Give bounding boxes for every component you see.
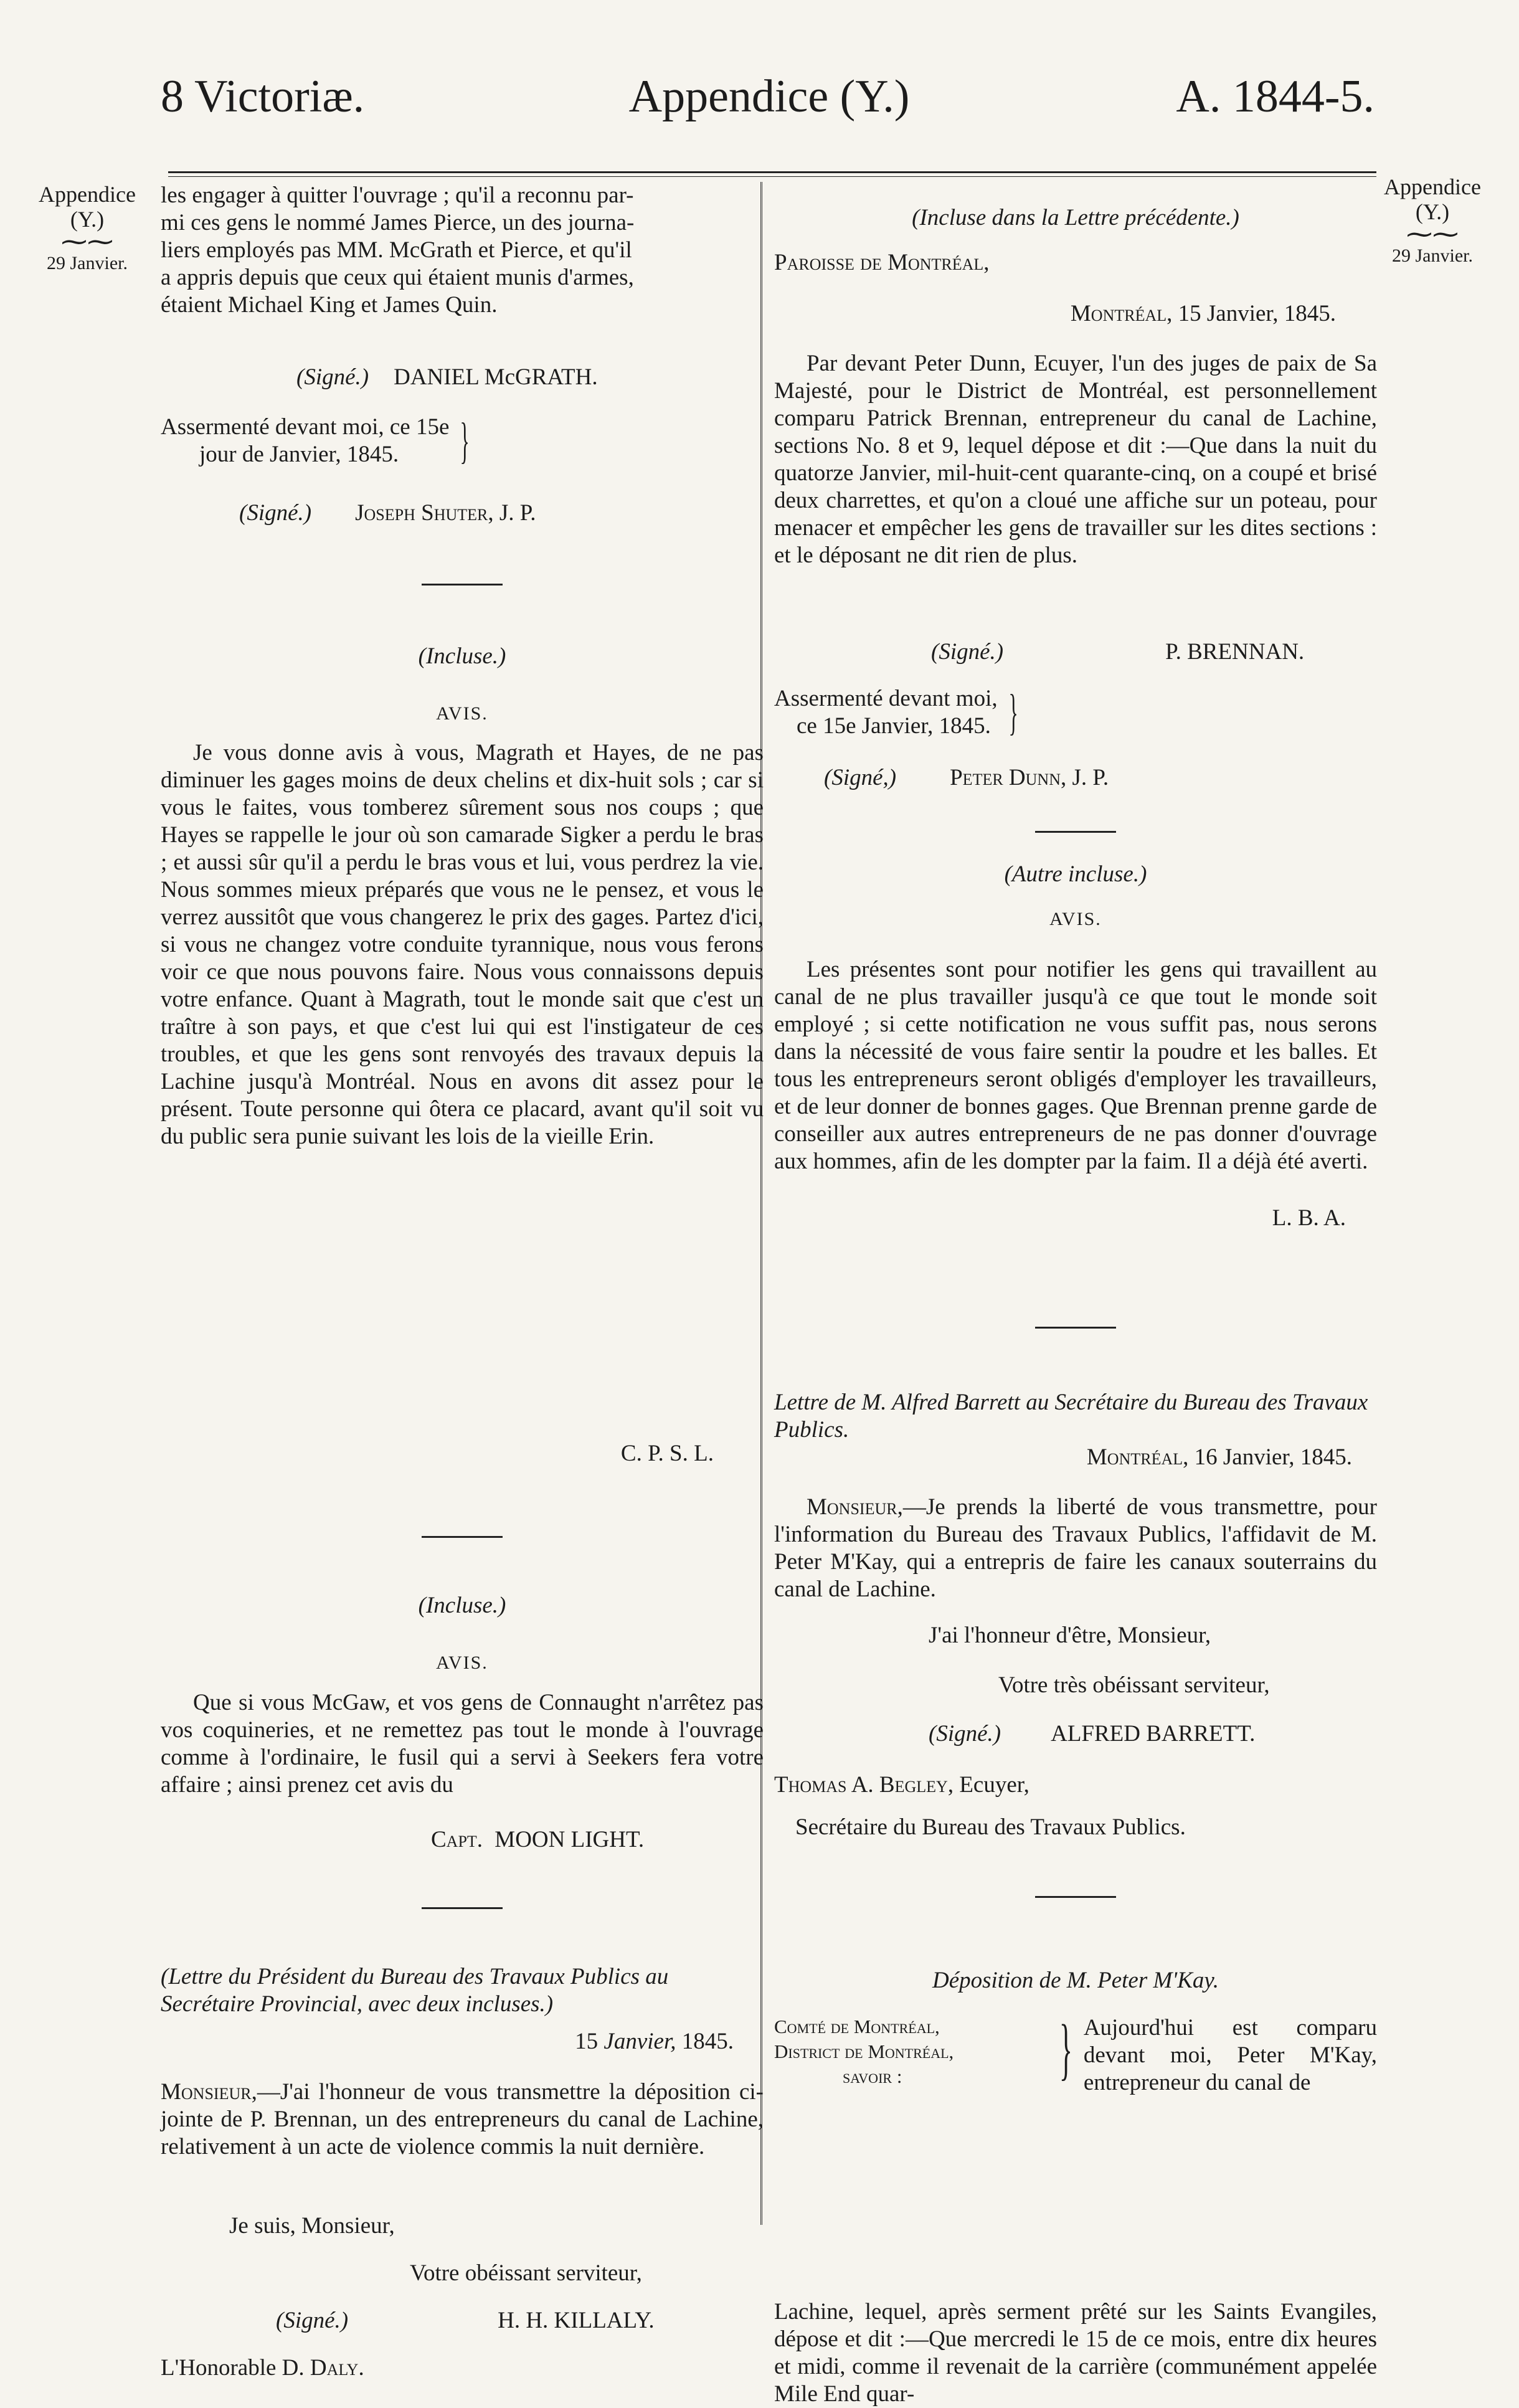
separator: [774, 1327, 1377, 1329]
margin-note-right: [1364, 174, 1501, 267]
deposition-start: Aujourd'hui est comparu devant moi, Peter M'Kay, entrepreneur du canal de: [1083, 2015, 1377, 2095]
header-rule: [168, 171, 1376, 173]
brace: }: [1059, 2011, 1072, 2087]
letter-date: [774, 1444, 1377, 1471]
signature-name: MOON LIGHT.: [495, 1827, 645, 1852]
intro-line: mi ces gens le nommé James Pierce, un des journa-: [161, 210, 635, 235]
savoir-line: savoir :: [843, 2065, 902, 2087]
closing-line: Votre obéissant serviteur,: [410, 2260, 642, 2286]
addressee-prefix: L'Honorable D.: [161, 2355, 305, 2381]
signer-name: Joseph Shuter, J. P.: [355, 500, 536, 526]
column-divider: [760, 182, 765, 2225]
header-appendix: Appendice (Y.): [628, 71, 910, 122]
oath-line: Assermenté devant moi, ce 15e: [161, 414, 450, 440]
letter-text: —J'ai l'honneur de vous transmettre la déposition ci-jointe de P. Brennan, un des entrepreneurs du canal de Lachine, relativement à un acte de violence commis la nuit dernière.: [161, 2079, 764, 2159]
signed-label: (Signé.): [239, 500, 312, 526]
margin-left-wave: ⁓⁓: [61, 227, 113, 257]
brace: }: [1008, 685, 1018, 740]
avis-heading: AVIS.: [1049, 909, 1102, 929]
margin-left-appendice: Appendice: [39, 182, 136, 207]
signed-label: (Signé,): [824, 765, 897, 790]
signer-name: DANIEL McGRATH.: [394, 364, 598, 390]
date-day: 15: [575, 2029, 599, 2054]
margin-right-date: 29 Janvier.: [1392, 245, 1473, 267]
incluse-heading: (Incluse dans la Lettre précédente.): [912, 205, 1239, 230]
avis-signature-moonlight: [161, 1826, 764, 1854]
signature-mcgrath: [161, 364, 764, 391]
avis-signature-lba: L. B. A.: [1272, 1205, 1346, 1231]
addressee-title: Secrétaire du Bureau des Travaux Publics.: [795, 1814, 1186, 1840]
deposition-header: [774, 2011, 1377, 2097]
avis-paragraph-3: Les présentes sont pour notifier les gens qui travaillent au canal de ne plus travailler jusqu'à ce que tout le monde soit employé ; si cette notification ne vous suffit pas, nous serons dans la nécessité de vous faire sentir la poudre et les balles. Et tous les entrepreneurs seront obligés d'employer les travailleurs, et de leur donner de bonnes gages. Que Brennan prenne garde de conseiller aux autres entrepreneurs de ne pas donner d'ouvrage aux hommes, afin de les dompter par la faim. Il a déjà été averti.: [774, 957, 1377, 1174]
oath-block-2: [774, 685, 1377, 740]
closing-line: J'ai l'honneur d'être, Monsieur,: [929, 1623, 1211, 1648]
oath-block-1: [161, 414, 764, 468]
letter-body: [774, 1494, 1377, 1603]
margin-left-date: 29 Janvier.: [47, 253, 128, 274]
intro-line: les engager à quitter l'ouvrage ; qu'il a reconnu par-: [161, 182, 634, 208]
signed-label: (Signé.): [929, 1721, 1001, 1747]
addressee-name: Thomas A. Begley,: [774, 1772, 954, 1798]
signature-brennan: [774, 638, 1377, 666]
incluse-heading: (Incluse.): [418, 643, 506, 669]
oath-line: jour de Janvier, 1845.: [199, 442, 399, 467]
header-session: 8 Victoriæ.: [161, 71, 365, 122]
signed-label: (Signé.): [276, 2308, 349, 2333]
brace: }: [460, 414, 470, 468]
date-year: 1845.: [681, 2029, 734, 2054]
margin-right-appendice: Appendice: [1384, 174, 1481, 199]
addressee: [774, 1771, 1377, 1799]
date-rest: 15 Janvier, 1845.: [1178, 301, 1336, 326]
district-line: District de Montréal,: [774, 2041, 954, 2062]
intro-line: étaient Michael King et James Quin.: [161, 292, 498, 318]
signature-dunn: [774, 764, 1377, 792]
avis-heading: AVIS.: [436, 1652, 488, 1673]
letter-text: —Je prends la liberté de vous transmettre, pour l'information du Bureau des Travaux Publics, l'affidavit de M. Peter M'Kay, qui a entrepris de faire les canaux souterrains du canal de Lachine.: [774, 1494, 1377, 1602]
signature-killaly: [161, 2307, 764, 2335]
addressee-name: Daly.: [310, 2355, 364, 2381]
incluse-heading: (Incluse.): [418, 1593, 506, 1618]
letter-date: [161, 2028, 764, 2055]
margin-right-wave: ⁓⁓: [1406, 220, 1459, 249]
margin-left-y: (Y.): [70, 207, 105, 232]
deposition-date: [774, 300, 1377, 328]
signed-label: (Signé.): [296, 364, 369, 390]
incluse-heading: (Autre incluse.): [1004, 861, 1147, 887]
separator: [161, 1907, 764, 1909]
date-rest: 16 Janvier, 1845.: [1194, 1444, 1352, 1470]
date-month: Janvier,: [603, 2029, 676, 2054]
margin-right-y: (Y.): [1415, 199, 1450, 225]
signature-barrett: [774, 1720, 1377, 1748]
oath-line: Assermenté devant moi,: [774, 686, 998, 711]
signature-shuter: [161, 500, 764, 527]
separator: [161, 1536, 764, 1538]
addressee: [161, 2354, 764, 2382]
jurisdiction: [774, 2014, 1048, 2097]
date-city: Montréal,: [1086, 1444, 1189, 1470]
intro-line: a appris depuis que ceux qui étaient munis d'armes,: [161, 265, 634, 290]
signed-label: (Signé.): [931, 639, 1004, 665]
date-city: Montréal,: [1070, 301, 1173, 326]
avis-signature-cpsl: C. P. S. L.: [620, 1441, 714, 1466]
signer-name: Peter Dunn, J. P.: [950, 765, 1109, 790]
margin-note-left: [25, 182, 149, 274]
signer-name: H. H. KILLALY.: [498, 2308, 655, 2333]
signature-prefix: Capt.: [431, 1827, 483, 1852]
letter-body: [161, 2079, 764, 2161]
closing-line: Je suis, Monsieur,: [229, 2213, 395, 2239]
separator: [774, 1896, 1377, 1898]
deposition-mckay: Lachine, lequel, après serment prêté sur les Saints Evangiles, dépose et dit :—Que mercredi le 15 de ce mois, entre dix heures et midi, comme il revenait de la carrière (communément appelée Mile End quar-: [774, 2299, 1377, 2407]
avis-paragraph-2: Que si vous McGaw, et vos gens de Connaught n'arrêtez pas vos coquineries, et ne remettez pas tout le monde à l'ouvrage comme à l'ordinaire, le fusil qui a servi à Seekers fera votre affaire ; ainsi prenez cet avis du: [161, 1690, 764, 1798]
intro-paragraph: [161, 182, 764, 319]
signer-name: P. BRENNAN.: [1165, 639, 1305, 665]
letter-title: (Lettre du Président du Bureau des Travaux Publics au Secrétaire Provincial, avec deux incluses.): [161, 1964, 669, 2017]
salutation: Monsieur,: [161, 2079, 257, 2105]
separator: [161, 584, 764, 585]
deposition-brennan: Par devant Peter Dunn, Ecuyer, l'un des juges de paix de Sa Majesté, pour le District de Montréal, est personnellement comparu Patrick Brennan, entrepreneur du canal de Lachine, sections No. 8 et 9, lequel dépose et dit :—Que dans la nuit du quatorze Janvier, mil-huit-cent quarante-cinq, on a coupé et brisé deux charrettes, et qu'on a cloué une affiche sur un poteau, pour menacer et empêcher les gens de travailler sur les dites sections : et le déposant ne dit rien de plus.: [774, 351, 1377, 568]
paroisse-line: Paroisse de Montréal,: [774, 250, 990, 275]
intro-line: liers employés pas MM. McGrath et Pierce, et qu'il: [161, 237, 632, 263]
header-year: A. 1844-5.: [1176, 71, 1375, 122]
letter-title: Lettre de M. Alfred Barrett au Secrétaire du Bureau des Travaux Publics.: [774, 1390, 1368, 1443]
addressee-rest: Ecuyer,: [959, 1772, 1029, 1798]
separator: [774, 831, 1377, 833]
avis-paragraph-1: Je vous donne avis à vous, Magrath et Hayes, de ne pas diminuer les gages moins de deux chelins et dix-huit sols ; car si vous le faites, vous tomberez sûrement sous nos coups ; que Hayes se rappelle le jour où son camarade Sigker a perdu le bras ; et aussi sûr qu'il a perdu le bras vous et lui, vous perdrez la vie. Nous sommes mieux préparés que vous ne le pensez, et vous le verrez aussitôt que vous changerez le prix des gages. Partez d'ici, si vous ne changez votre conduite tyrannique, nous vous ferons voir ce que nous pouvons faire. Nous vous connaissons depuis votre enfance. Quant à Magrath, tout le monde sait que c'est un traître à son pays, et que c'est lui qui est l'instigateur de ces troubles, et que les gens sont renvoyés des travaux depuis la Lachine jusqu'à Montréal. Nous en avons dit assez pour le présent. Toute personne qui ôtera ce placard, avant qu'il soit vu du public sera punie suivant les lois de la vieille Erin.: [161, 740, 764, 1149]
avis-heading: AVIS.: [436, 703, 488, 724]
header-rule-thin: [168, 176, 1376, 177]
closing-line: Votre très obéissant serviteur,: [998, 1672, 1270, 1698]
oath-line: ce 15e Janvier, 1845.: [797, 713, 991, 739]
salutation: Monsieur,: [807, 1494, 903, 1520]
comte-line: Comté de Montréal,: [774, 2016, 940, 2037]
deposition-title: Déposition de M. Peter M'Kay.: [932, 1968, 1219, 1993]
signer-name: ALFRED BARRETT.: [1051, 1721, 1256, 1747]
